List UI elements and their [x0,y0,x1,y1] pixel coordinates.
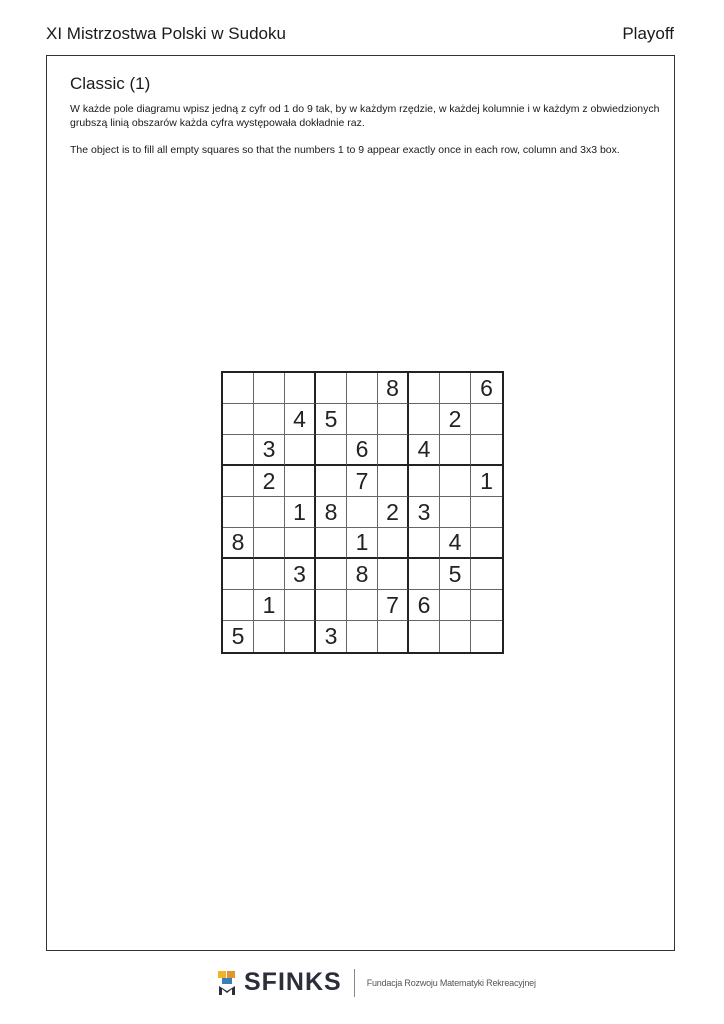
sudoku-cell[interactable]: 2 [440,404,471,435]
sudoku-cell[interactable]: 8 [378,373,409,404]
sudoku-cell[interactable] [440,497,471,528]
sudoku-cell[interactable]: 7 [378,590,409,621]
sudoku-cell[interactable] [223,435,254,466]
sudoku-cell[interactable] [223,590,254,621]
sudoku-cell[interactable] [378,528,409,559]
sudoku-cell[interactable] [223,559,254,590]
sudoku-cell[interactable] [409,404,440,435]
sudoku-cell[interactable] [409,528,440,559]
sudoku-cell[interactable] [471,435,502,466]
sudoku-cell[interactable] [471,590,502,621]
sudoku-cell[interactable] [316,590,347,621]
sudoku-cell[interactable] [316,466,347,497]
sudoku-cell[interactable] [378,621,409,652]
sudoku-cell[interactable] [409,466,440,497]
sudoku-cell[interactable]: 5 [223,621,254,652]
sudoku-cell[interactable]: 8 [347,559,378,590]
sudoku-cell[interactable]: 6 [471,373,502,404]
sudoku-cell[interactable]: 6 [409,590,440,621]
sudoku-cell[interactable]: 3 [285,559,316,590]
logo-divider [354,969,355,997]
sudoku-cell[interactable] [471,621,502,652]
sudoku-cell[interactable]: 1 [471,466,502,497]
sudoku-cell[interactable] [254,621,285,652]
sudoku-cell[interactable] [316,528,347,559]
sudoku-cell[interactable] [347,590,378,621]
sudoku-cell[interactable] [440,590,471,621]
puzzle-blocks-icon [216,970,238,996]
sudoku-cell[interactable]: 3 [409,497,440,528]
sudoku-cell[interactable] [440,435,471,466]
sudoku-cell[interactable]: 3 [254,435,285,466]
puzzle-title: Classic (1) [70,74,151,93]
sudoku-cell[interactable] [378,404,409,435]
sudoku-cell[interactable]: 8 [316,497,347,528]
instructions-polish: W każde pole diagramu wpisz jedną z cyfr od 1 do 9 tak, by w każdym rzędzie, w każdej kolumnie i w każdym z obwiedzionych grubszą linią obszarów każda cyfra występowała dokładnie raz. [70,103,660,129]
sudoku-cell[interactable] [347,373,378,404]
sudoku-cell[interactable] [285,621,316,652]
competition-title: XI Mistrzostwa Polski w Sudoku [46,24,286,43]
sudoku-cell[interactable] [254,373,285,404]
sudoku-cell[interactable] [347,404,378,435]
sudoku-cell[interactable] [409,373,440,404]
sudoku-cell[interactable] [254,497,285,528]
sudoku-cell[interactable] [471,528,502,559]
sudoku-cell[interactable] [254,528,285,559]
sudoku-cell[interactable] [378,435,409,466]
sudoku-cell[interactable] [409,621,440,652]
sudoku-cell[interactable]: 1 [347,528,378,559]
sudoku-cell[interactable] [471,559,502,590]
sudoku-cell[interactable]: 5 [316,404,347,435]
sudoku-cell[interactable] [378,466,409,497]
sudoku-cell[interactable] [471,497,502,528]
sudoku-cell[interactable]: 1 [254,590,285,621]
sudoku-cell[interactable] [440,621,471,652]
sudoku-cell[interactable] [285,590,316,621]
sudoku-cell[interactable] [223,404,254,435]
sudoku-cell[interactable] [409,559,440,590]
sudoku-cell[interactable] [254,404,285,435]
sudoku-cell[interactable]: 4 [409,435,440,466]
sudoku-cell[interactable]: 7 [347,466,378,497]
sudoku-cell[interactable]: 3 [316,621,347,652]
sudoku-cell[interactable] [347,497,378,528]
instructions-english: The object is to fill all empty squares so that the numbers 1 to 9 appear exactly once in each row, column and 3x3 box. [70,144,620,156]
round-label: Playoff [622,24,674,43]
sudoku-cell[interactable] [347,621,378,652]
sudoku-cell[interactable]: 2 [254,466,285,497]
sudoku-cell[interactable]: 4 [440,528,471,559]
sudoku-cell[interactable]: 2 [378,497,409,528]
sudoku-cell[interactable] [285,466,316,497]
sudoku-cell[interactable] [285,435,316,466]
sudoku-cell[interactable] [316,559,347,590]
sudoku-cell[interactable] [254,559,285,590]
sudoku-cell[interactable] [316,435,347,466]
sudoku-cell[interactable]: 4 [285,404,316,435]
sudoku-cell[interactable] [440,373,471,404]
sudoku-cell[interactable]: 1 [285,497,316,528]
sudoku-cell[interactable]: 6 [347,435,378,466]
brand-tagline: Fundacja Rozwoju Matematyki Rekreacyjnej [366,977,536,988]
sudoku-cell[interactable] [440,466,471,497]
footer-logo [216,968,536,997]
sudoku-cell[interactable] [223,373,254,404]
sudoku-cell[interactable]: 5 [440,559,471,590]
brand-name: SFINKS [244,968,342,996]
sudoku-grid [221,371,504,654]
sudoku-cell[interactable] [285,528,316,559]
sudoku-cell[interactable]: 8 [223,528,254,559]
sudoku-cell[interactable] [285,373,316,404]
sudoku-cell[interactable] [223,466,254,497]
sudoku-cell[interactable] [316,373,347,404]
sudoku-cell[interactable] [223,497,254,528]
sudoku-cell[interactable] [471,404,502,435]
sudoku-cell[interactable] [378,559,409,590]
